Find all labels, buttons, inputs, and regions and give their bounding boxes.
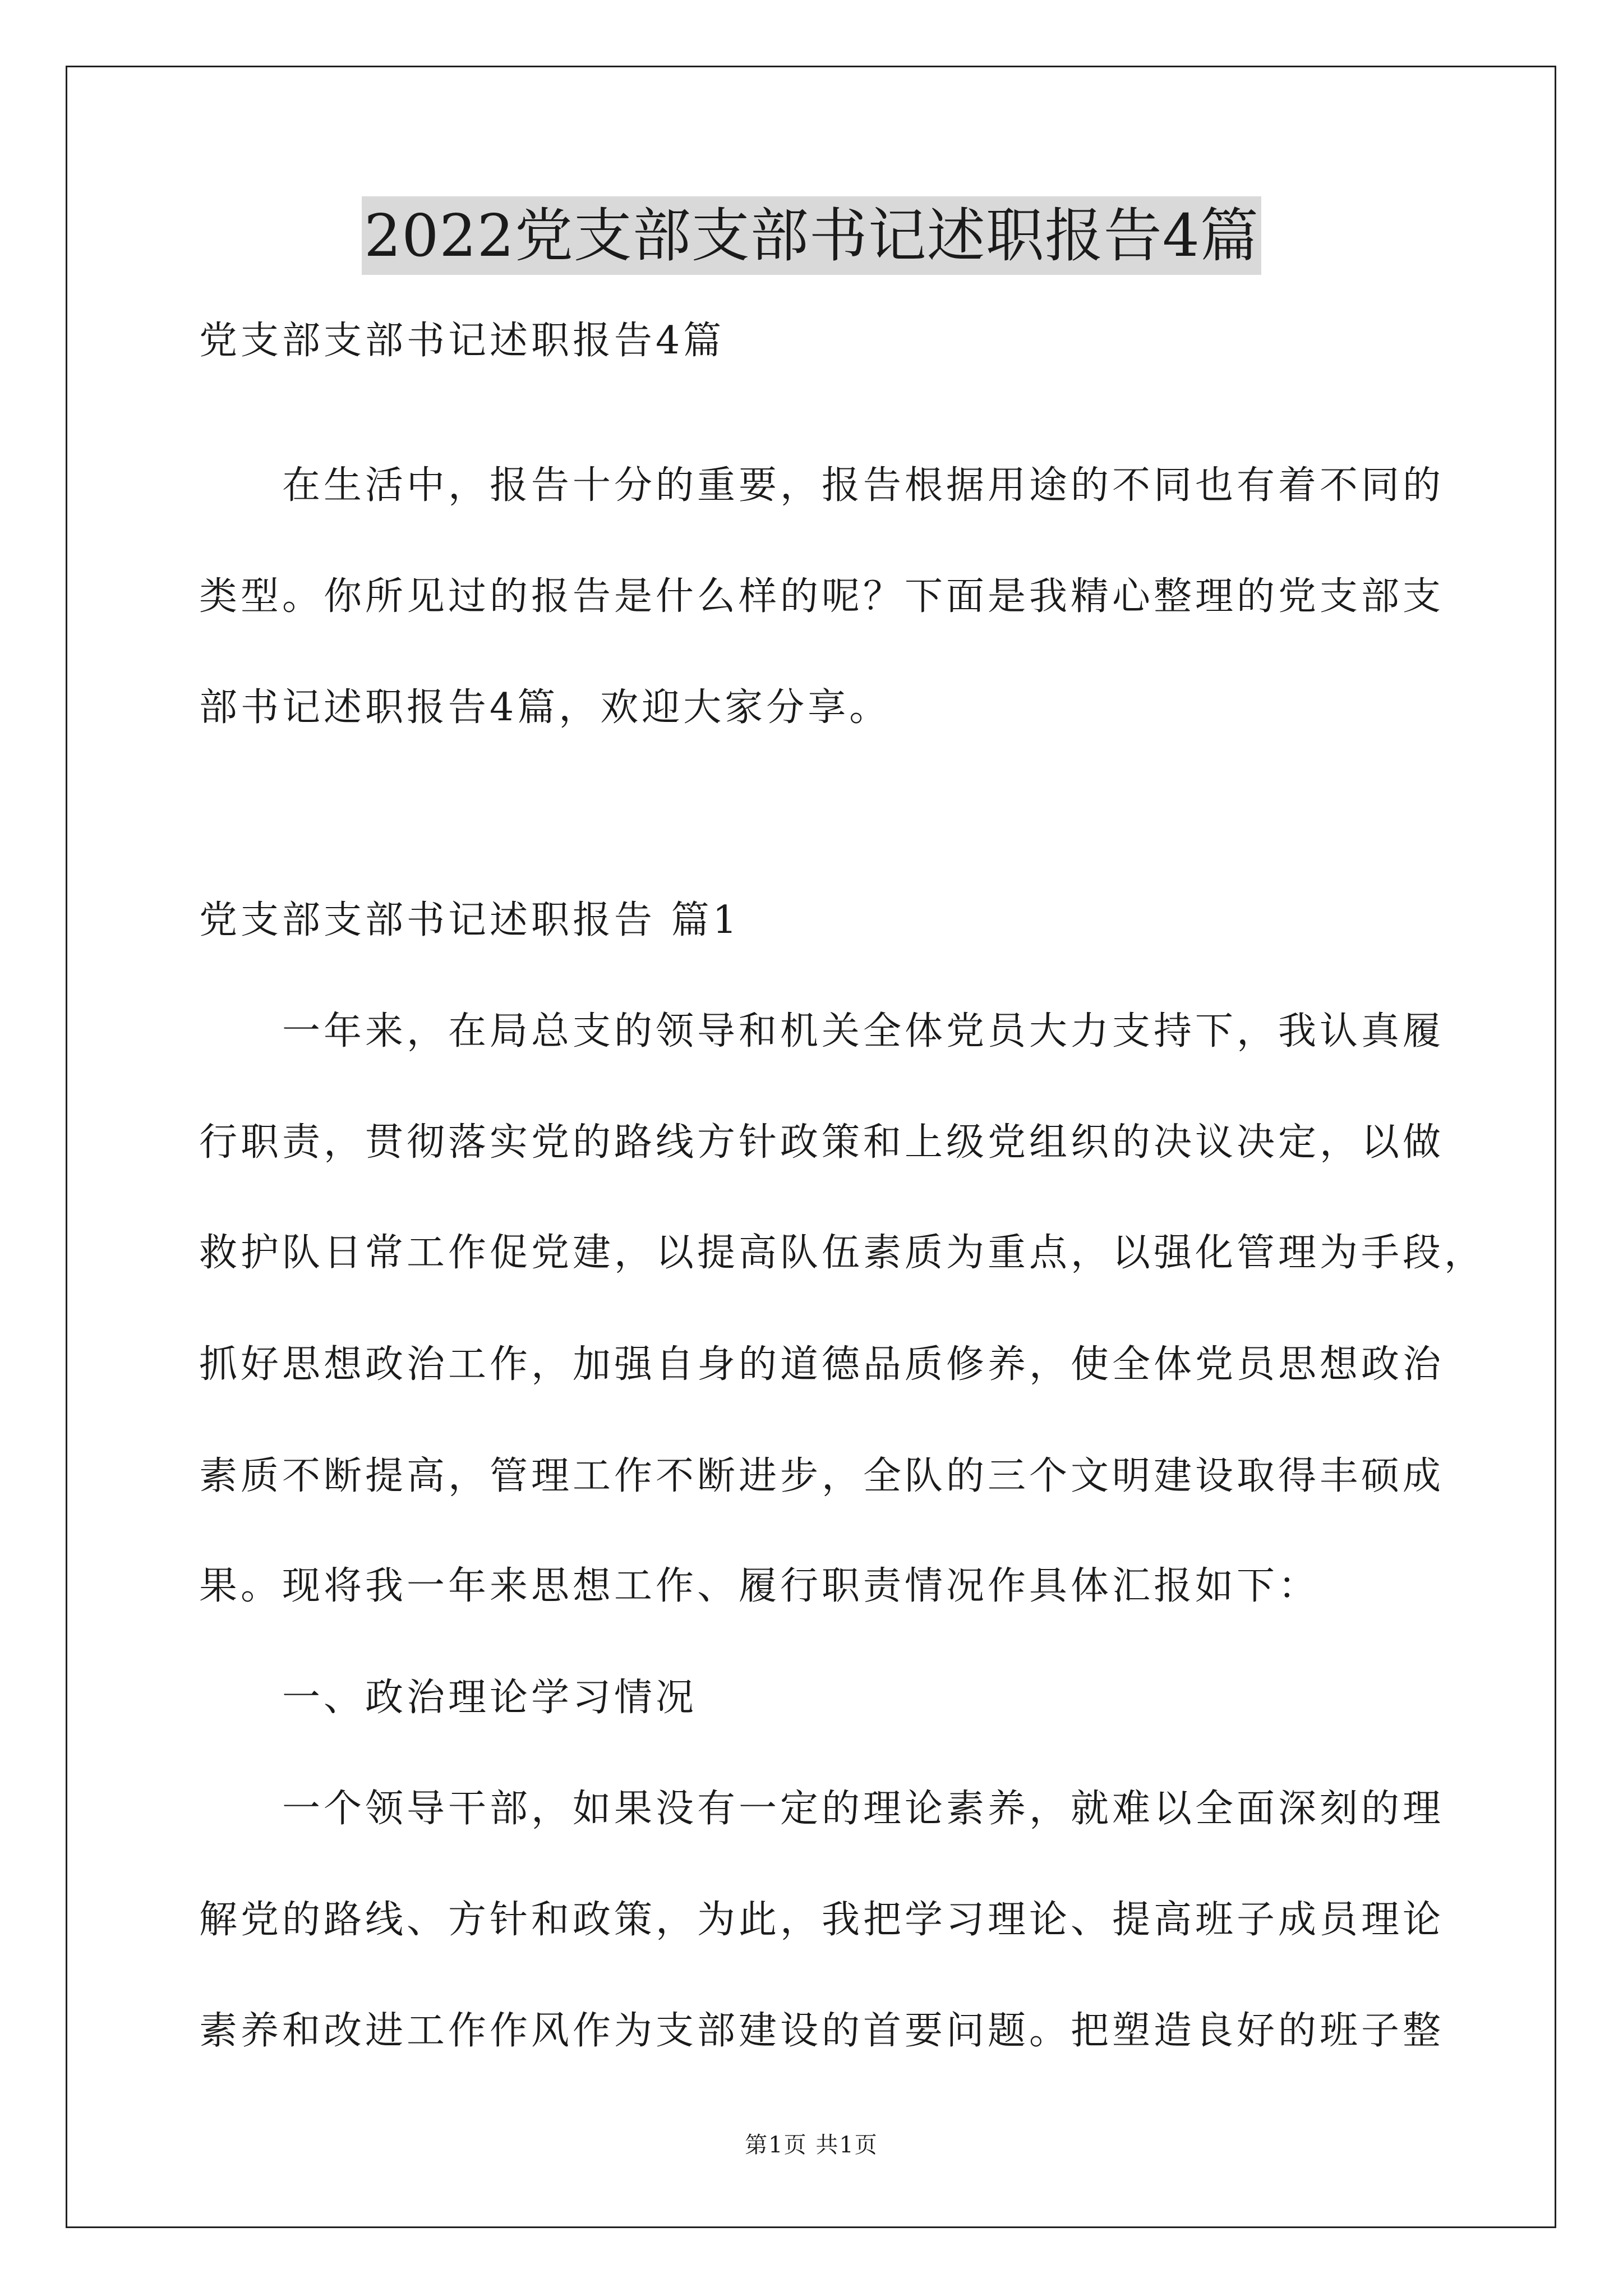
sub-line-1: 一个领导干部，如果没有一定的理论素养，就难以全面深刻的理 (282, 1787, 1445, 1831)
intro-line-1: 在生活中，报告十分的重要，报告根据用途的不同也有着不同的 (282, 463, 1445, 508)
intro-line-3: 部书记述职报告4篇，欢迎大家分享。 (199, 685, 891, 730)
document-title-text: 2022党支部支部书记述职报告4篇 (362, 196, 1261, 275)
sub-line-2: 解党的路线、方针和政策，为此，我把学习理论、提高班子成员理论 (199, 1898, 1445, 1942)
section-line-4: 抓好思想政治工作，加强自身的道德品质修养，使全体党员思想政治 (199, 1342, 1445, 1387)
document-subtitle: 党支部支部书记述职报告4篇 (199, 319, 725, 363)
subheading: 一、政治理论学习情况 (282, 1676, 698, 1720)
page-footer (0, 2128, 1623, 2162)
document-title (0, 196, 1623, 289)
section-heading: 党支部支部书记述职报告 篇1 (199, 898, 740, 942)
section-line-2: 行职责，贯彻落实党的路线方针政策和上级党组织的决议决定，以做 (199, 1120, 1445, 1165)
section-line-5: 素质不断提高，管理工作不断进步，全队的三个文明建设取得丰硕成 (199, 1454, 1445, 1498)
page-number-label: 第1页 共1页 (745, 2132, 878, 2158)
section-line-6: 果。现将我一年来思想工作、履行职责情况作具体汇报如下： (199, 1564, 1320, 1608)
sub-line-3: 素养和改进工作作风作为支部建设的首要问题。把塑造良好的班子整 (199, 2009, 1445, 2053)
intro-line-2: 类型。你所见过的报告是什么样的呢？下面是我精心整理的党支部支 (199, 574, 1445, 619)
section-line-3: 救护队日常工作促党建，以提高队伍素质为重点，以强化管理为手段， (199, 1231, 1486, 1275)
section-line-1: 一年来，在局总支的领导和机关全体党员大力支持下，我认真履 (282, 1009, 1445, 1053)
